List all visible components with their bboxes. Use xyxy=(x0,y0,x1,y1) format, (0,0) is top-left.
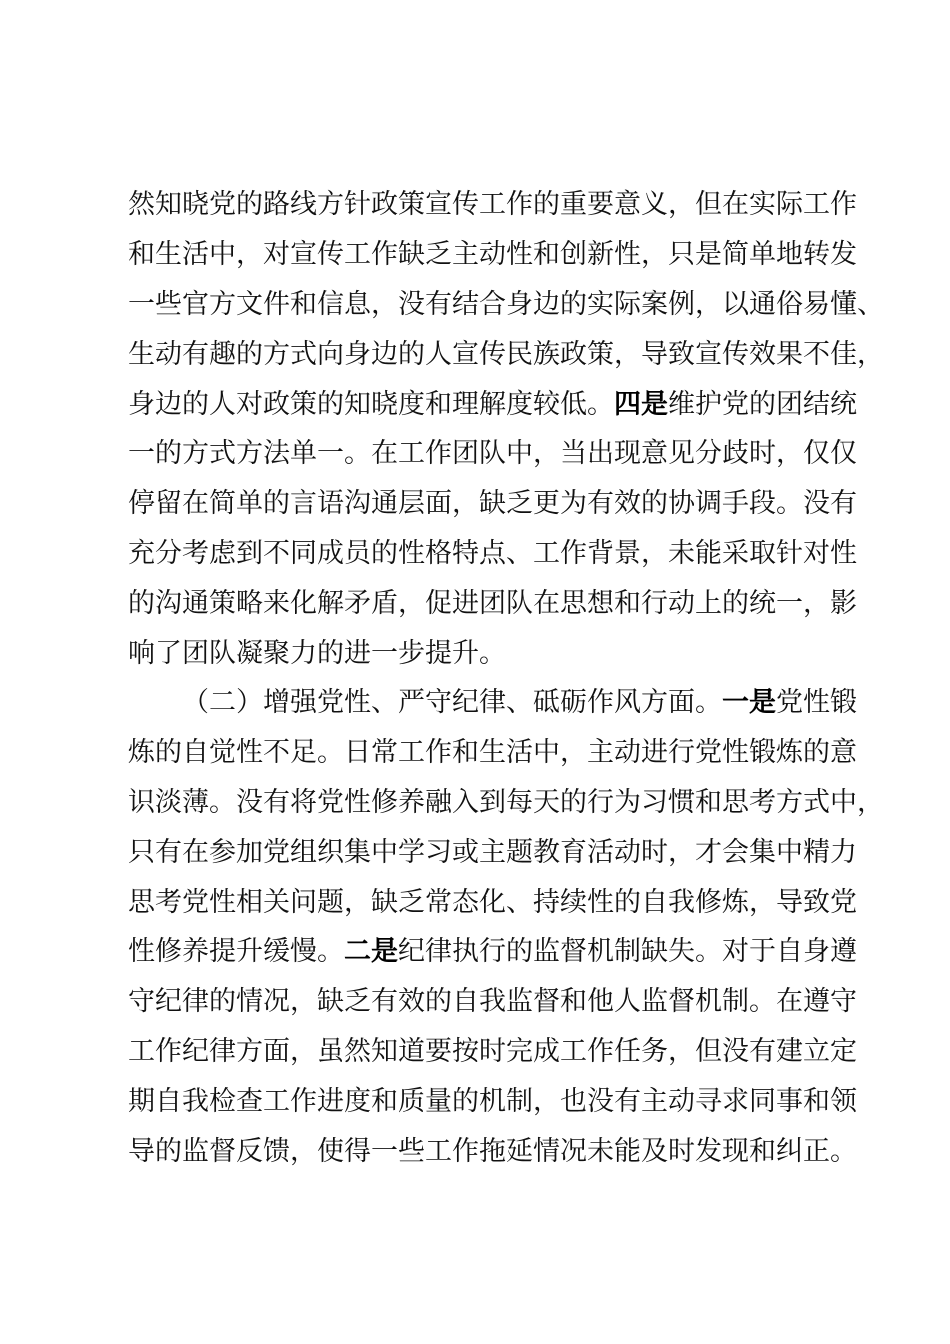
text-line-16 xyxy=(128,927,857,977)
text-line-17 xyxy=(128,977,857,1027)
text-line-9 xyxy=(128,579,857,629)
text-line-14 xyxy=(128,828,857,878)
text-line-10 xyxy=(128,629,838,679)
line-text: 纪律执行的监督机制缺失。对于自身遵 xyxy=(398,936,857,967)
line-text: 工作纪律方面，虽然知道要按时完成工作任务，但没有建立定 xyxy=(128,1036,857,1067)
text-line-2 xyxy=(128,230,857,280)
line-text: 停留在简单的言语沟通层面，缺乏更为有效的协调手段。没有 xyxy=(128,488,857,519)
text-line-7 xyxy=(128,479,857,529)
line-text: 炼的自觉性不足。日常工作和生活中，主动进行党性锻炼的意 xyxy=(128,737,857,768)
line-text: 响了团队凝聚力的进一步提升。 xyxy=(128,638,506,669)
section-heading-text: （二）增强党性、严守纪律、砥砺作风方面。 xyxy=(182,687,722,718)
text-line-12 xyxy=(128,728,857,778)
line-text: 性修养提升缓慢。 xyxy=(128,936,344,967)
line-text: 守纪律的情况，缺乏有效的自我监督和他人监督机制。在遵守 xyxy=(128,986,857,1017)
text-line-18 xyxy=(128,1027,857,1077)
text-line-13 xyxy=(128,778,884,828)
text-line-5 xyxy=(128,380,857,430)
line-text: 思考党性相关问题，缺乏常态化、持续性的自我修炼，导致党 xyxy=(128,887,857,918)
text-line-1 xyxy=(128,180,857,230)
line-text: 导的监督反馈，使得一些工作拖延情况未能及时发现和纠正。 xyxy=(128,1136,857,1167)
line-text: 的沟通策略来化解矛盾，促进团队在思想和行动上的统一，影 xyxy=(128,588,857,619)
line-text: 充分考虑到不同成员的性格特点、工作背景，未能采取针对性 xyxy=(128,538,857,569)
text-line-4 xyxy=(128,330,884,380)
point-marker-four: 四是 xyxy=(614,389,668,420)
section-heading-line xyxy=(182,678,857,728)
line-text: 生动有趣的方式向身边的人宣传民族政策，导致宣传效果不佳， xyxy=(128,339,884,370)
text-line-15 xyxy=(128,878,857,928)
line-text: 身边的人对政策的知晓度和理解度较低。 xyxy=(128,389,614,420)
line-text: 党性锻 xyxy=(776,687,857,718)
line-text: 和生活中，对宣传工作缺乏主动性和创新性，只是简单地转发 xyxy=(128,239,857,270)
text-line-3 xyxy=(128,280,884,330)
text-line-20 xyxy=(128,1127,857,1177)
line-text: 然知晓党的路线方针政策宣传工作的重要意义，但在实际工作 xyxy=(128,189,857,220)
point-marker-two: 二是 xyxy=(344,936,398,967)
text-line-19 xyxy=(128,1077,857,1127)
text-line-8 xyxy=(128,529,857,579)
line-text: 只有在参加党组织集中学习或主题教育活动时，才会集中精力 xyxy=(128,837,857,868)
line-text: 期自我检查工作进度和质量的机制，也没有主动寻求同事和领 xyxy=(128,1086,857,1117)
line-text: 维护党的团结统 xyxy=(668,389,857,420)
line-text: 一些官方文件和信息，没有结合身边的实际案例，以通俗易懂、 xyxy=(128,289,884,320)
line-text: 一的方式方法单一。在工作团队中，当出现意见分歧时，仅仅 xyxy=(128,438,857,469)
text-line-6 xyxy=(128,429,857,479)
point-marker-one: 一是 xyxy=(722,687,776,718)
line-text: 识淡薄。没有将党性修养融入到每天的行为习惯和思考方式中， xyxy=(128,787,884,818)
